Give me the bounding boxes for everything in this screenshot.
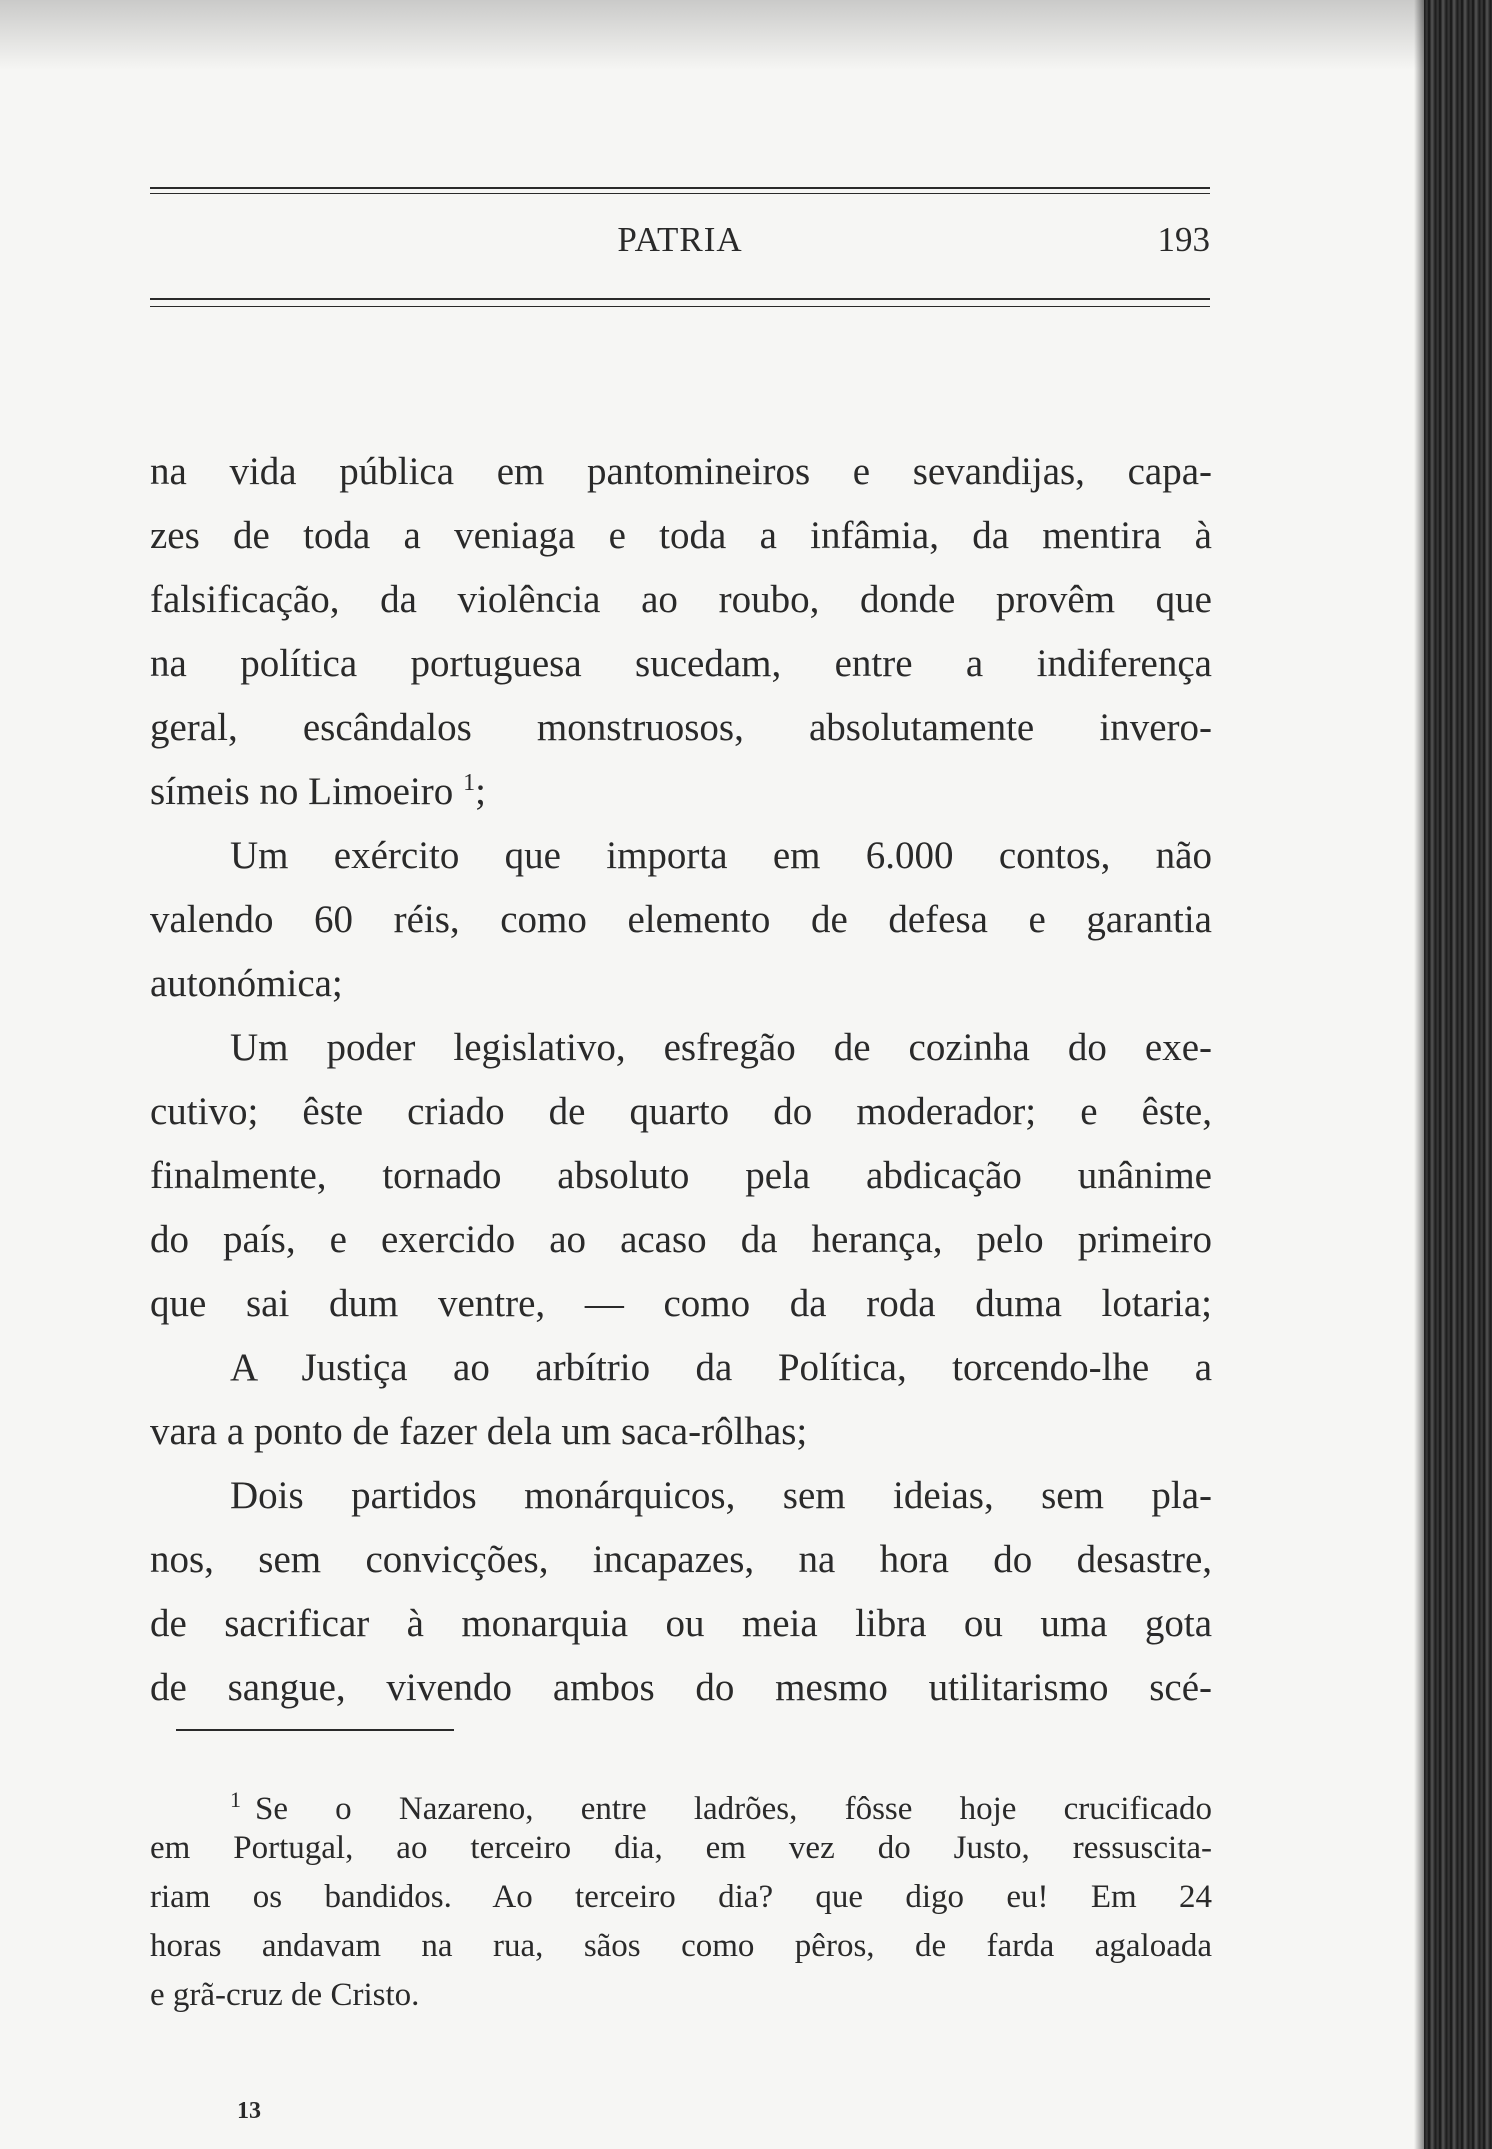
book-binding [1424, 0, 1492, 2149]
header-rule-bottom [150, 298, 1210, 300]
text-line: na política portuguesa sucedam, entre a indiferença [150, 642, 1212, 685]
text-line: de sangue, vivendo ambos do mesmo utilitarismo scé- [150, 1666, 1212, 1709]
running-title: PATRIA [617, 220, 743, 259]
text-line-content: símeis no Limoeiro [150, 770, 454, 813]
text-line: autonómica; [150, 962, 343, 1005]
footnote-line: horas andavam na rua, sãos como pêros, de farda agaloada [150, 1928, 1212, 1964]
signature-mark: 13 [237, 2098, 261, 2124]
text-line: na vida pública em pantomineiros e sevandijas, capa- [150, 450, 1212, 493]
text-line: valendo 60 réis, como elemento de defesa e garantia [150, 898, 1212, 941]
footnote-reference-suffix: ; [475, 770, 486, 813]
text-line: cutivo; êste criado de quarto do moderador; e êste, [150, 1090, 1212, 1133]
text-line: Um poder legislativo, esfregão de cozinha do exe- [230, 1026, 1212, 1069]
footnote-line-content: Se o Nazareno, entre ladrões, fôsse hoje crucificado [255, 1791, 1212, 1827]
text-line: Um exército que importa em 6.000 contos, não [230, 834, 1212, 877]
text-line: que sai dum ventre, — como da roda duma lotaria; [150, 1282, 1212, 1325]
footnote-line: riam os bandidos. Ao terceiro dia? que digo eu! Em 24 [150, 1879, 1212, 1915]
text-line: vara a ponto de fazer dela um saca-rôlhas; [150, 1410, 808, 1453]
scan-shadow [0, 0, 1440, 70]
header-rule-top [150, 187, 1210, 189]
text-line: falsificação, da violência ao roubo, donde provêm que [150, 578, 1212, 621]
text-line: finalmente, tornado absoluto pela abdicação unânime [150, 1154, 1212, 1197]
header-rule-top-thin [150, 193, 1210, 194]
footnote-line: e grã-cruz de Cristo. [150, 1977, 420, 2013]
footnote-divider [176, 1729, 454, 1731]
text-line: de sacrificar à monarquia ou meia libra ou uma gota [150, 1602, 1212, 1645]
text-line: geral, escândalos monstruosos, absolutamente invero- [150, 706, 1212, 749]
text-line: do país, e exercido ao acaso da herança, pelo primeiro [150, 1218, 1212, 1261]
header-rule-bottom-thin [150, 306, 1210, 307]
text-line: nos, sem convicções, incapazes, na hora do desastre, [150, 1538, 1212, 1581]
text-line: zes de toda a veniaga e toda a infâmia, da mentira à [150, 514, 1212, 557]
page-number: 193 [1157, 220, 1210, 259]
footnote-reference: 1 [463, 770, 476, 796]
text-line [150, 760, 1212, 824]
text-line: Dois partidos monárquicos, sem ideias, sem pla- [230, 1474, 1212, 1517]
binding-shadow [1414, 0, 1424, 2149]
footnote-line: em Portugal, ao terceiro dia, em vez do Justo, ressuscita- [150, 1830, 1212, 1866]
footnote [150, 1775, 1212, 2020]
footnote-line [150, 1775, 1212, 1827]
text-line: A Justiça ao arbítrio da Política, torcendo-lhe a [230, 1346, 1212, 1389]
footnote-marker: 1 [230, 1787, 241, 1812]
body-text [150, 440, 1212, 1720]
